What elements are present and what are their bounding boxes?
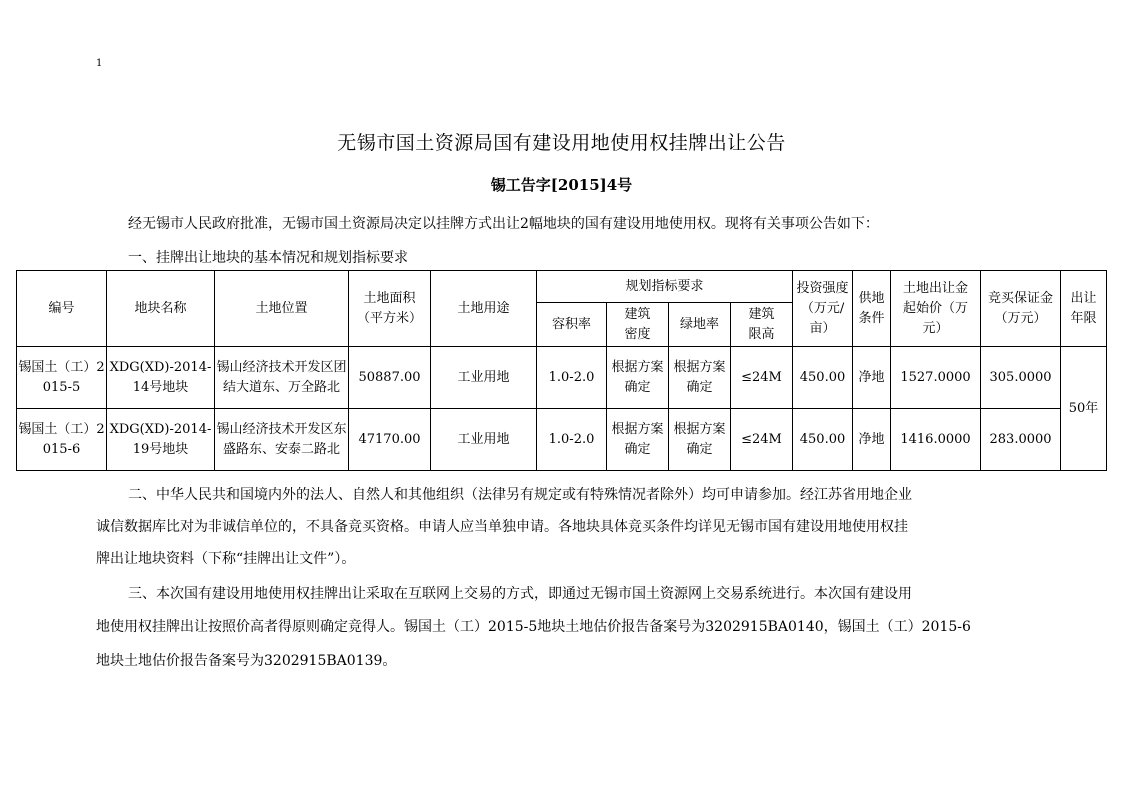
intro-paragraph: 经无锡市人民政府批准，无锡市国土资源局决定以挂牌方式出让2幅地块的国有建设用地使用权。现将有关事项公告如下：	[128, 216, 879, 232]
header-planning: 规划指标要求	[537, 271, 793, 303]
section3-line: 地块土地估价报告备案号为3202915BA0139。	[96, 653, 397, 669]
header-area: 土地面积（平方米）	[349, 271, 431, 347]
cell-far: 1.0-2.0	[537, 409, 607, 471]
cell-height: ≤24M	[731, 409, 793, 471]
section-heading-1: 一、挂牌出让地块的基本情况和规划指标要求	[128, 250, 408, 266]
header-use: 土地用途	[431, 271, 537, 347]
cell-id: 锡国土（工）2015-6	[17, 409, 107, 471]
cell-investment: 450.00	[793, 347, 853, 409]
header-start-price: 土地出让金起始价（万元）	[891, 271, 981, 347]
cell-location: 锡山经济技术开发区团结大道东、万全路北	[215, 347, 349, 409]
page-number: 1	[96, 58, 103, 69]
cell-location: 锡山经济技术开发区东盛路东、安泰二路北	[215, 409, 349, 471]
section3-line: 三、本次国有建设用地使用权挂牌出让采取在互联网上交易的方式，即通过无锡市国土资源网上交易系统进行。本次国有建设用	[128, 586, 912, 602]
cell-use: 工业用地	[431, 409, 537, 471]
document-number: 锡工告字[2015]4号	[490, 176, 633, 194]
cell-area: 47170.00	[349, 409, 431, 471]
cell-start-price: 1527.0000	[891, 347, 981, 409]
header-id: 编号	[17, 271, 107, 347]
cell-name: XDG(XD)-2014-19号地块	[107, 409, 215, 471]
section3-line: 地使用权挂牌出让按照价高者得原则确定竞得人。锡国土（工）2015-5地块土地估价报告备案号为3202915BA0140，锡国土（工）2015-6	[96, 619, 971, 635]
page-title: 无锡市国土资源局国有建设用地使用权挂牌出让公告	[337, 132, 786, 154]
header-height: 建筑限高	[731, 303, 793, 347]
cell-term: 50年	[1061, 347, 1107, 471]
cell-far: 1.0-2.0	[537, 347, 607, 409]
header-density: 建筑密度	[607, 303, 669, 347]
header-term: 出让年限	[1061, 271, 1107, 347]
cell-use: 工业用地	[431, 347, 537, 409]
header-investment: 投资强度（万元/亩）	[793, 271, 853, 347]
section2-line: 二、中华人民共和国境内外的法人、自然人和其他组织（法律另有规定或有特殊情况者除外）均可申请参加。经江苏省用地企业	[128, 487, 912, 503]
table-row	[17, 347, 1107, 409]
cell-deposit: 305.0000	[981, 347, 1061, 409]
table-row	[17, 409, 1107, 471]
cell-start-price: 1416.0000	[891, 409, 981, 471]
cell-name: XDG(XD)-2014-14号地块	[107, 347, 215, 409]
cell-density: 根据方案确定	[607, 347, 669, 409]
header-deposit: 竞买保证金（万元）	[981, 271, 1061, 347]
cell-supply: 净地	[853, 347, 891, 409]
header-location: 土地位置	[215, 271, 349, 347]
cell-density: 根据方案确定	[607, 409, 669, 471]
cell-deposit: 283.0000	[981, 409, 1061, 471]
cell-supply: 净地	[853, 409, 891, 471]
cell-height: ≤24M	[731, 347, 793, 409]
table-header-row	[17, 271, 1107, 303]
land-parcel-table	[16, 270, 1107, 471]
header-far: 容积率	[537, 303, 607, 347]
section2-line: 牌出让地块资料（下称“挂牌出让文件”）。	[96, 551, 356, 567]
cell-green: 根据方案确定	[669, 347, 731, 409]
cell-area: 50887.00	[349, 347, 431, 409]
header-green: 绿地率	[669, 303, 731, 347]
header-name: 地块名称	[107, 271, 215, 347]
cell-investment: 450.00	[793, 409, 853, 471]
section2-line: 诚信数据库比对为非诚信单位的，不具备竞买资格。申请人应当单独申请。各地块具体竞买条件均详见无锡市国有建设用地使用权挂	[96, 519, 908, 535]
cell-id: 锡国土（工）2015-5	[17, 347, 107, 409]
header-supply: 供地条件	[853, 271, 891, 347]
cell-green: 根据方案确定	[669, 409, 731, 471]
